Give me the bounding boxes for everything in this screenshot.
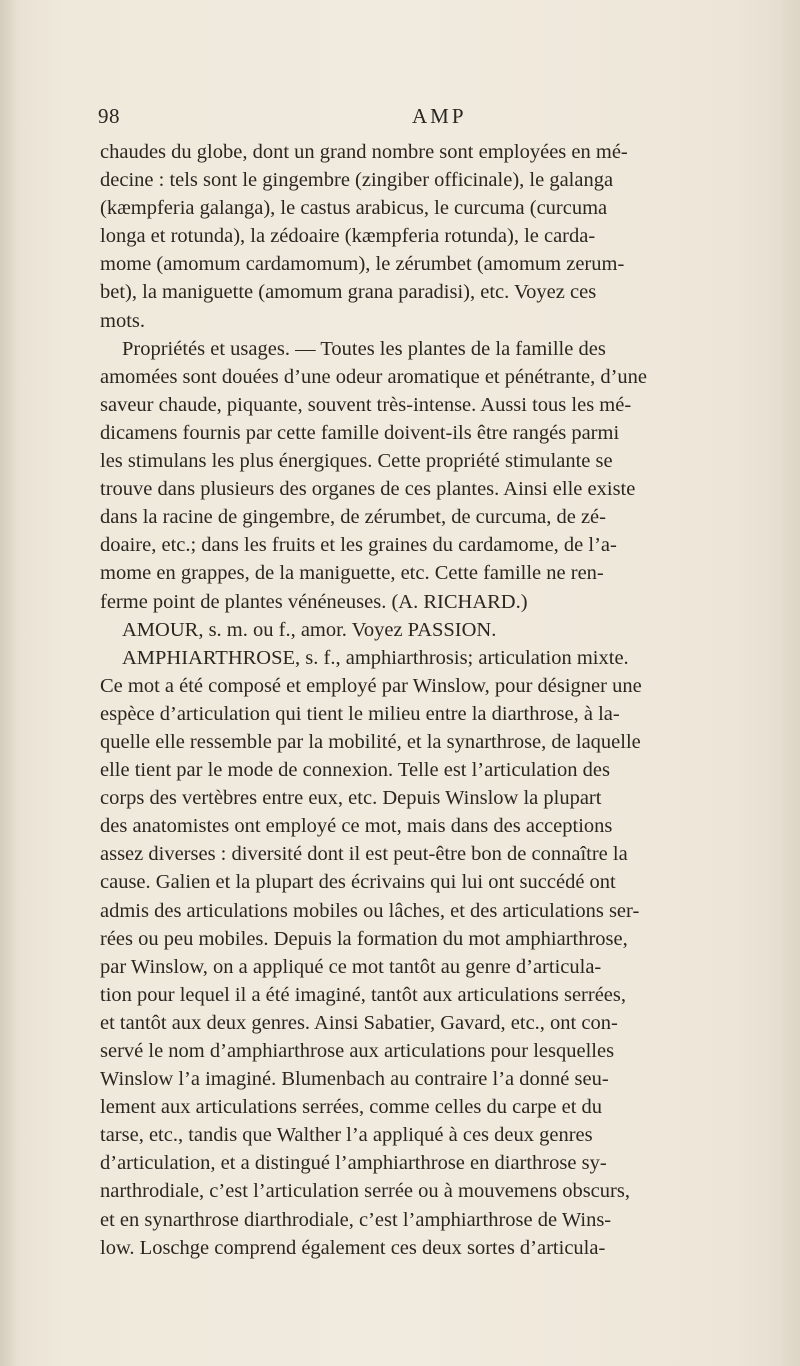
text-line: servé le nom d’amphiarthrose aux articulations pour lesquelles [100,1040,615,1062]
text-line: dans la racine de gingembre, de zérumbet, de curcuma, de zé- [100,506,606,529]
page-gutter-shadow [0,0,18,1366]
text-line: trouve dans plusieurs des organes de ces plantes. Ainsi elle existe [100,478,636,501]
text-line: (kæmpferia galanga), le castus arabicus, le curcuma (curcuma [100,197,608,220]
text-line: des anatomistes ont employé ce mot, mais dans des acceptions [100,815,613,838]
text-line: elle tient par le mode de connexion. Telle est l’articulation des [100,759,610,782]
text-line: dicamens fournis par cette famille doivent-ils être rangés parmi [100,421,620,444]
text-line: Ce mot a été composé et employé par Winslow, pour désigner une [100,674,642,697]
text-line: quelle elle ressemble par la mobilité, et la synarthrose, de laquelle [100,730,641,753]
text-line: decine : tels sont le gingembre (zingiber officinale), le galanga [100,169,614,192]
text-line: Winslow l’a imaginé. Blumenbach au contraire l’a donné seu- [100,1068,609,1091]
text-line: mome en grappes, de la maniguette, etc. Cette famille ne ren- [100,562,604,585]
page-number: 98 [98,104,120,128]
text-line: les stimulans les plus énergiques. Cette propriété stimulante se [100,450,613,473]
text-line: admis des articulations mobiles ou lâches, et des articulations ser- [100,899,640,922]
running-head: AMP [412,104,467,128]
text-line: chaudes du globe, dont un grand nombre sont employées en mé- [100,141,628,163]
text-line: corps des vertèbres entre eux, etc. Depuis Winslow la plupart [100,787,602,810]
text-line: mots. [100,309,145,332]
text-line: lement aux articulations serrées, comme celles du carpe et du [100,1096,603,1119]
text-line: mome (amomum cardamomum), le zérumbet (amomum zerum- [100,253,625,276]
text-line: par Winslow, on a appliqué ce mot tantôt au genre d’articula- [100,955,602,978]
text-line: et tantôt aux deux genres. Ainsi Sabatier, Gavard, etc., ont con- [100,1011,618,1034]
section-heading-line: Propriétés et usages. — Toutes les plantes de la famille des [122,337,606,360]
text-line: et en synarthrose diarthrodiale, c’est l’amphiarthrose de Wins- [100,1208,612,1231]
entry-amphiarthrose: AMPHIARTHROSE, s. f., amphiarthrosis; articulation mixte. [122,646,629,669]
text-line: doaire, etc.; dans les fruits et les graines du cardamome, de l’a- [100,534,617,557]
text-line: rées ou peu mobiles. Depuis la formation du mot amphiarthrose, [100,927,628,950]
text-line: longa et rotunda), la zédoaire (kæmpferia rotunda), le carda- [100,225,596,248]
text-line: assez diverses : diversité dont il est peut-être bon de connaître la [100,843,628,866]
text-line: cause. Galien et la plupart des écrivains qui lui ont succédé ont [100,871,616,894]
text-line: narthrodiale, c’est l’articulation serrée ou à mouvemens obscurs, [100,1180,630,1203]
entry-amour: AMOUR, s. m. ou f., amor. Voyez PASSION. [122,618,497,641]
body-text [100,138,762,1262]
text-line: d’articulation, et a distingué l’amphiarthrose en diarthrose sy- [100,1152,607,1175]
text-line: amomées sont douées d’une odeur aromatique et pénétrante, d’une [100,365,648,388]
text-line: ferme point de plantes vénéneuses. (A. RICHARD.) [100,590,528,613]
text-line: low. Loschge comprend également ces deux sortes d’articula- [100,1236,606,1259]
text-line: bet), la maniguette (amomum grana paradisi), etc. Voyez ces [100,281,597,304]
page-edge-shadow [780,0,800,1366]
text-line: tion pour lequel il a été imaginé, tantôt aux articulations serrées, [100,983,626,1006]
text-line: saveur chaude, piquante, souvent très-intense. Aussi tous les mé- [100,393,632,416]
text-line: espèce d’articulation qui tient le milieu entre la diarthrose, à la- [100,702,620,725]
text-line: tarse, etc., tandis que Walther l’a appliqué à ces deux genres [100,1124,593,1147]
